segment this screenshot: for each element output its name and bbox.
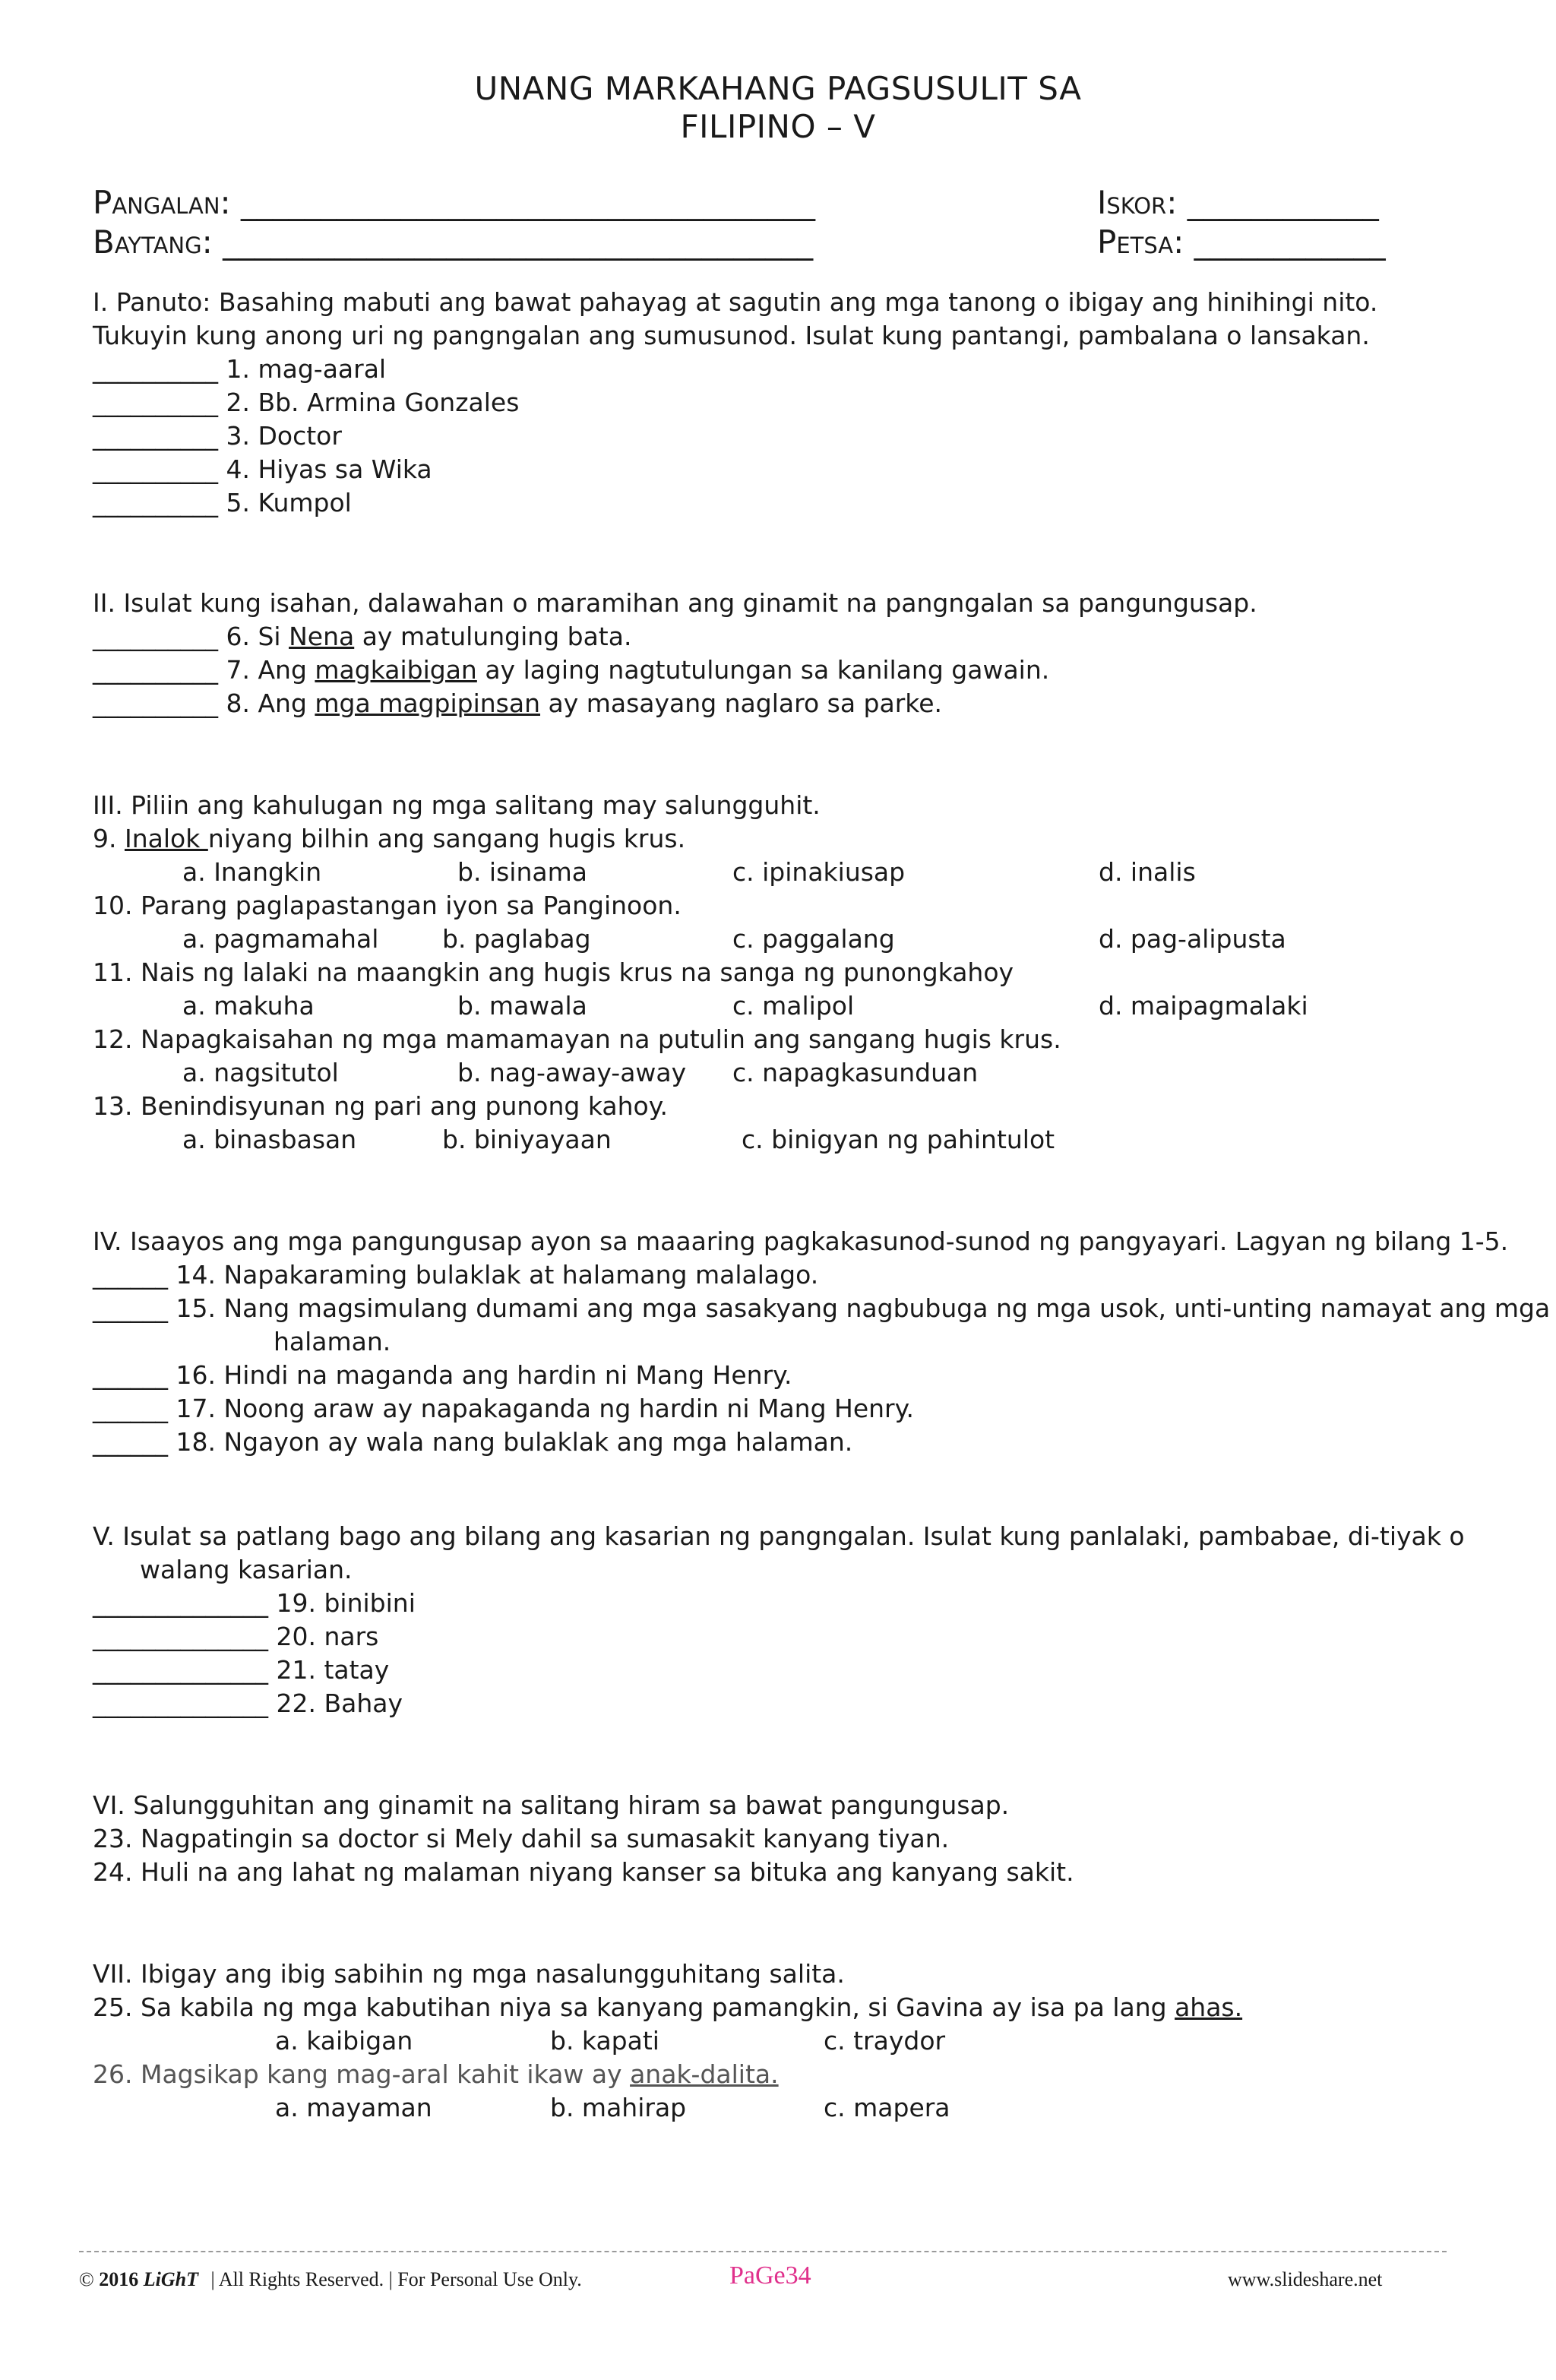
section-7-heading: VII. Ibigay ang ibig sabihin ng mga nasalungguhitang salita. xyxy=(93,1959,845,1989)
question-26-underlined: anak-dalita. xyxy=(630,2059,779,2089)
item-18: ______ 18. Ngayon ay wala nang bulaklak ang mga halaman. xyxy=(93,1427,853,1457)
footer-page-number: PaGe34 xyxy=(729,2261,811,2290)
item-7 xyxy=(93,654,1049,687)
section-6-heading: VI. Salungguhitan ang ginamit na salitang hiram sa bawat pangungusap. xyxy=(93,1790,1010,1820)
q12-choice-c: c. napagkasunduan xyxy=(732,1058,979,1087)
q9-choice-a: a. Inangkin xyxy=(182,857,322,887)
section-1-instruction-line2: Tukuyin kung anong uri ng pangngalan ang sumusunod. Isulat kung pantangi, pambalana o lansakan. xyxy=(93,321,1370,350)
item-6-prefix: __________ 6. Si xyxy=(93,622,289,651)
item-15-line1: ______ 15. Nang magsimulang dumami ang mga sasakyang nagbubuga ng mga usok, unti-unting namayat ang mga xyxy=(93,1293,1551,1323)
question-23: 23. Nagpatingin sa doctor si Mely dahil sa sumasakit kanyang tiyan. xyxy=(93,1824,950,1853)
section-2-heading: II. Isulat kung isahan, dalawahan o maramihan ang ginamit na pangngalan sa pangungusap. xyxy=(93,588,1257,618)
grade-field-label: Baytang: _____________________________________ xyxy=(93,223,814,261)
question-26 xyxy=(93,2058,779,2091)
question-25-text: 25. Sa kabila ng mga kabutihan niya sa kanyang pamangkin, si Gavina ay isa pa lang xyxy=(93,1992,1175,2022)
footer-rights: | All Rights Reserved. | For Personal Use Only. xyxy=(210,2268,582,2290)
q25-choice-b: b. kapati xyxy=(550,2026,659,2056)
q10-choice-b: b. paglabag xyxy=(442,924,591,954)
q10-choice-a: a. pagmamahal xyxy=(182,924,379,954)
section-5-instruction-line2: walang kasarian. xyxy=(140,1555,353,1584)
q12-choice-a: a. nagsitutol xyxy=(182,1058,339,1087)
item-6 xyxy=(93,620,631,654)
q11-choice-a: a. makuha xyxy=(182,991,315,1021)
q9-choice-c: c. ipinakiusap xyxy=(732,857,906,887)
footer-site: www.slideshare.net xyxy=(1228,2268,1383,2290)
question-11: 11. Nais ng lalaki na maangkin ang hugis krus na sanga ng punongkahoy xyxy=(93,957,1014,987)
q12-choice-b: b. nag-away-away xyxy=(457,1058,687,1087)
q11-choice-c: c. malipol xyxy=(732,991,855,1021)
q9-choice-d: d. inalis xyxy=(1099,857,1196,887)
item-16: ______ 16. Hindi na maganda ang hardin ni Mang Henry. xyxy=(93,1360,792,1390)
item-8 xyxy=(93,687,942,720)
item-1: __________ 1. mag-aaral xyxy=(93,354,387,384)
footer-year: 2016 xyxy=(99,2268,139,2290)
item-8-prefix: __________ 8. Ang xyxy=(93,688,315,718)
q9-choice-b: b. isinama xyxy=(457,857,587,887)
question-25 xyxy=(93,1991,1242,2024)
question-9 xyxy=(93,822,685,856)
item-3: __________ 3. Doctor xyxy=(93,421,342,451)
item-22: ______________ 22. Bahay xyxy=(93,1688,403,1718)
q10-choice-c: c. paggalang xyxy=(732,924,895,954)
section-5-instruction-line1: V. Isulat sa patlang bago ang bilang ang kasarian ng pangngalan. Isulat kung panlalaki, pambabae, di-tiyak o xyxy=(93,1521,1465,1551)
q13-choice-b: b. biniyayaan xyxy=(442,1125,612,1154)
score-field-label: Iskor: ____________ xyxy=(1097,184,1379,221)
q25-choice-a: a. kaibigan xyxy=(275,2026,413,2056)
q26-choice-a: a. mayaman xyxy=(275,2093,432,2122)
q11-choice-d: d. maipagmalaki xyxy=(1099,991,1308,1021)
item-2: __________ 2. Bb. Armina Gonzales xyxy=(93,388,520,417)
item-19: ______________ 19. binibini xyxy=(93,1588,416,1618)
item-7-rest: ay laging nagtutulungan sa kanilang gawain. xyxy=(476,655,1050,685)
section-1-instruction-line1: I. Panuto: Basahing mabuti ang bawat pahayag at sagutin ang mga tanong o ibigay ang hinihingi nito. xyxy=(93,287,1378,317)
q11-choice-b: b. mawala xyxy=(457,991,587,1021)
section-4-heading: IV. Isaayos ang mga pangungusap ayon sa maaaring pagkakasunod-sunod ng pangyayari. Lagyan ng bilang 1-5. xyxy=(93,1226,1509,1256)
q10-choice-d: d. pag-alipusta xyxy=(1099,924,1286,954)
q26-choice-b: b. mahirap xyxy=(550,2093,687,2122)
item-21: ______________ 21. tatay xyxy=(93,1655,390,1685)
item-20: ______________ 20. nars xyxy=(93,1622,379,1651)
item-14: ______ 14. Napakaraming bulaklak at halamang malalago. xyxy=(93,1260,819,1290)
item-6-rest: ay matulunging bata. xyxy=(354,622,632,651)
item-4: __________ 4. Hiyas sa Wika xyxy=(93,454,432,484)
question-9-underlined: Inalok xyxy=(124,824,208,853)
question-9-number: 9. xyxy=(93,824,125,853)
item-17: ______ 17. Noong araw ay napakaganda ng hardin ni Mang Henry. xyxy=(93,1394,914,1423)
item-8-underlined: mga magpipinsan xyxy=(315,688,541,718)
question-10: 10. Parang paglapastangan iyon sa Panginoon. xyxy=(93,891,682,920)
question-24: 24. Huli na ang lahat ng malaman niyang kanser sa bituka ang kanyang sakit. xyxy=(93,1857,1074,1887)
question-12: 12. Napagkaisahan ng mga mamamayan na putulin ang sangang hugis krus. xyxy=(93,1024,1061,1054)
item-7-prefix: __________ 7. Ang xyxy=(93,655,315,685)
item-7-underlined: magkaibigan xyxy=(315,655,477,685)
question-9-rest: niyang bilhin ang sangang hugis krus. xyxy=(207,824,686,853)
footer-divider xyxy=(79,2251,1447,2252)
item-6-underlined: Nena xyxy=(289,622,355,651)
date-field-label: Petsa: ____________ xyxy=(1097,223,1386,261)
question-13: 13. Benindisyunan ng pari ang punong kahoy. xyxy=(93,1091,669,1121)
question-25-underlined: ahas. xyxy=(1175,1992,1243,2022)
copyright-icon: © xyxy=(79,2268,94,2290)
document-title-line2: FILIPINO – V xyxy=(680,108,876,145)
item-5: __________ 5. Kumpol xyxy=(93,488,352,517)
item-15-line2: halaman. xyxy=(274,1327,391,1356)
q25-choice-c: c. traydor xyxy=(824,2026,946,2056)
document-title-line1: UNANG MARKAHANG PAGSUSULIT SA xyxy=(474,70,1082,107)
q13-choice-a: a. binasbasan xyxy=(182,1125,357,1154)
footer-brand: LiGhT xyxy=(143,2268,198,2290)
q26-choice-c: c. mapera xyxy=(824,2093,950,2122)
footer-copyright xyxy=(79,2268,582,2291)
section-3-heading: III. Piliin ang kahulugan ng mga salitang may salungguhit. xyxy=(93,790,821,820)
item-8-rest: ay masayang naglaro sa parke. xyxy=(540,688,942,718)
question-26-text: 26. Magsikap kang mag-aral kahit ikaw ay xyxy=(93,2059,631,2089)
q13-choice-c: c. binigyan ng pahintulot xyxy=(742,1125,1055,1154)
name-field-label: Pangalan: ____________________________________ xyxy=(93,184,816,221)
